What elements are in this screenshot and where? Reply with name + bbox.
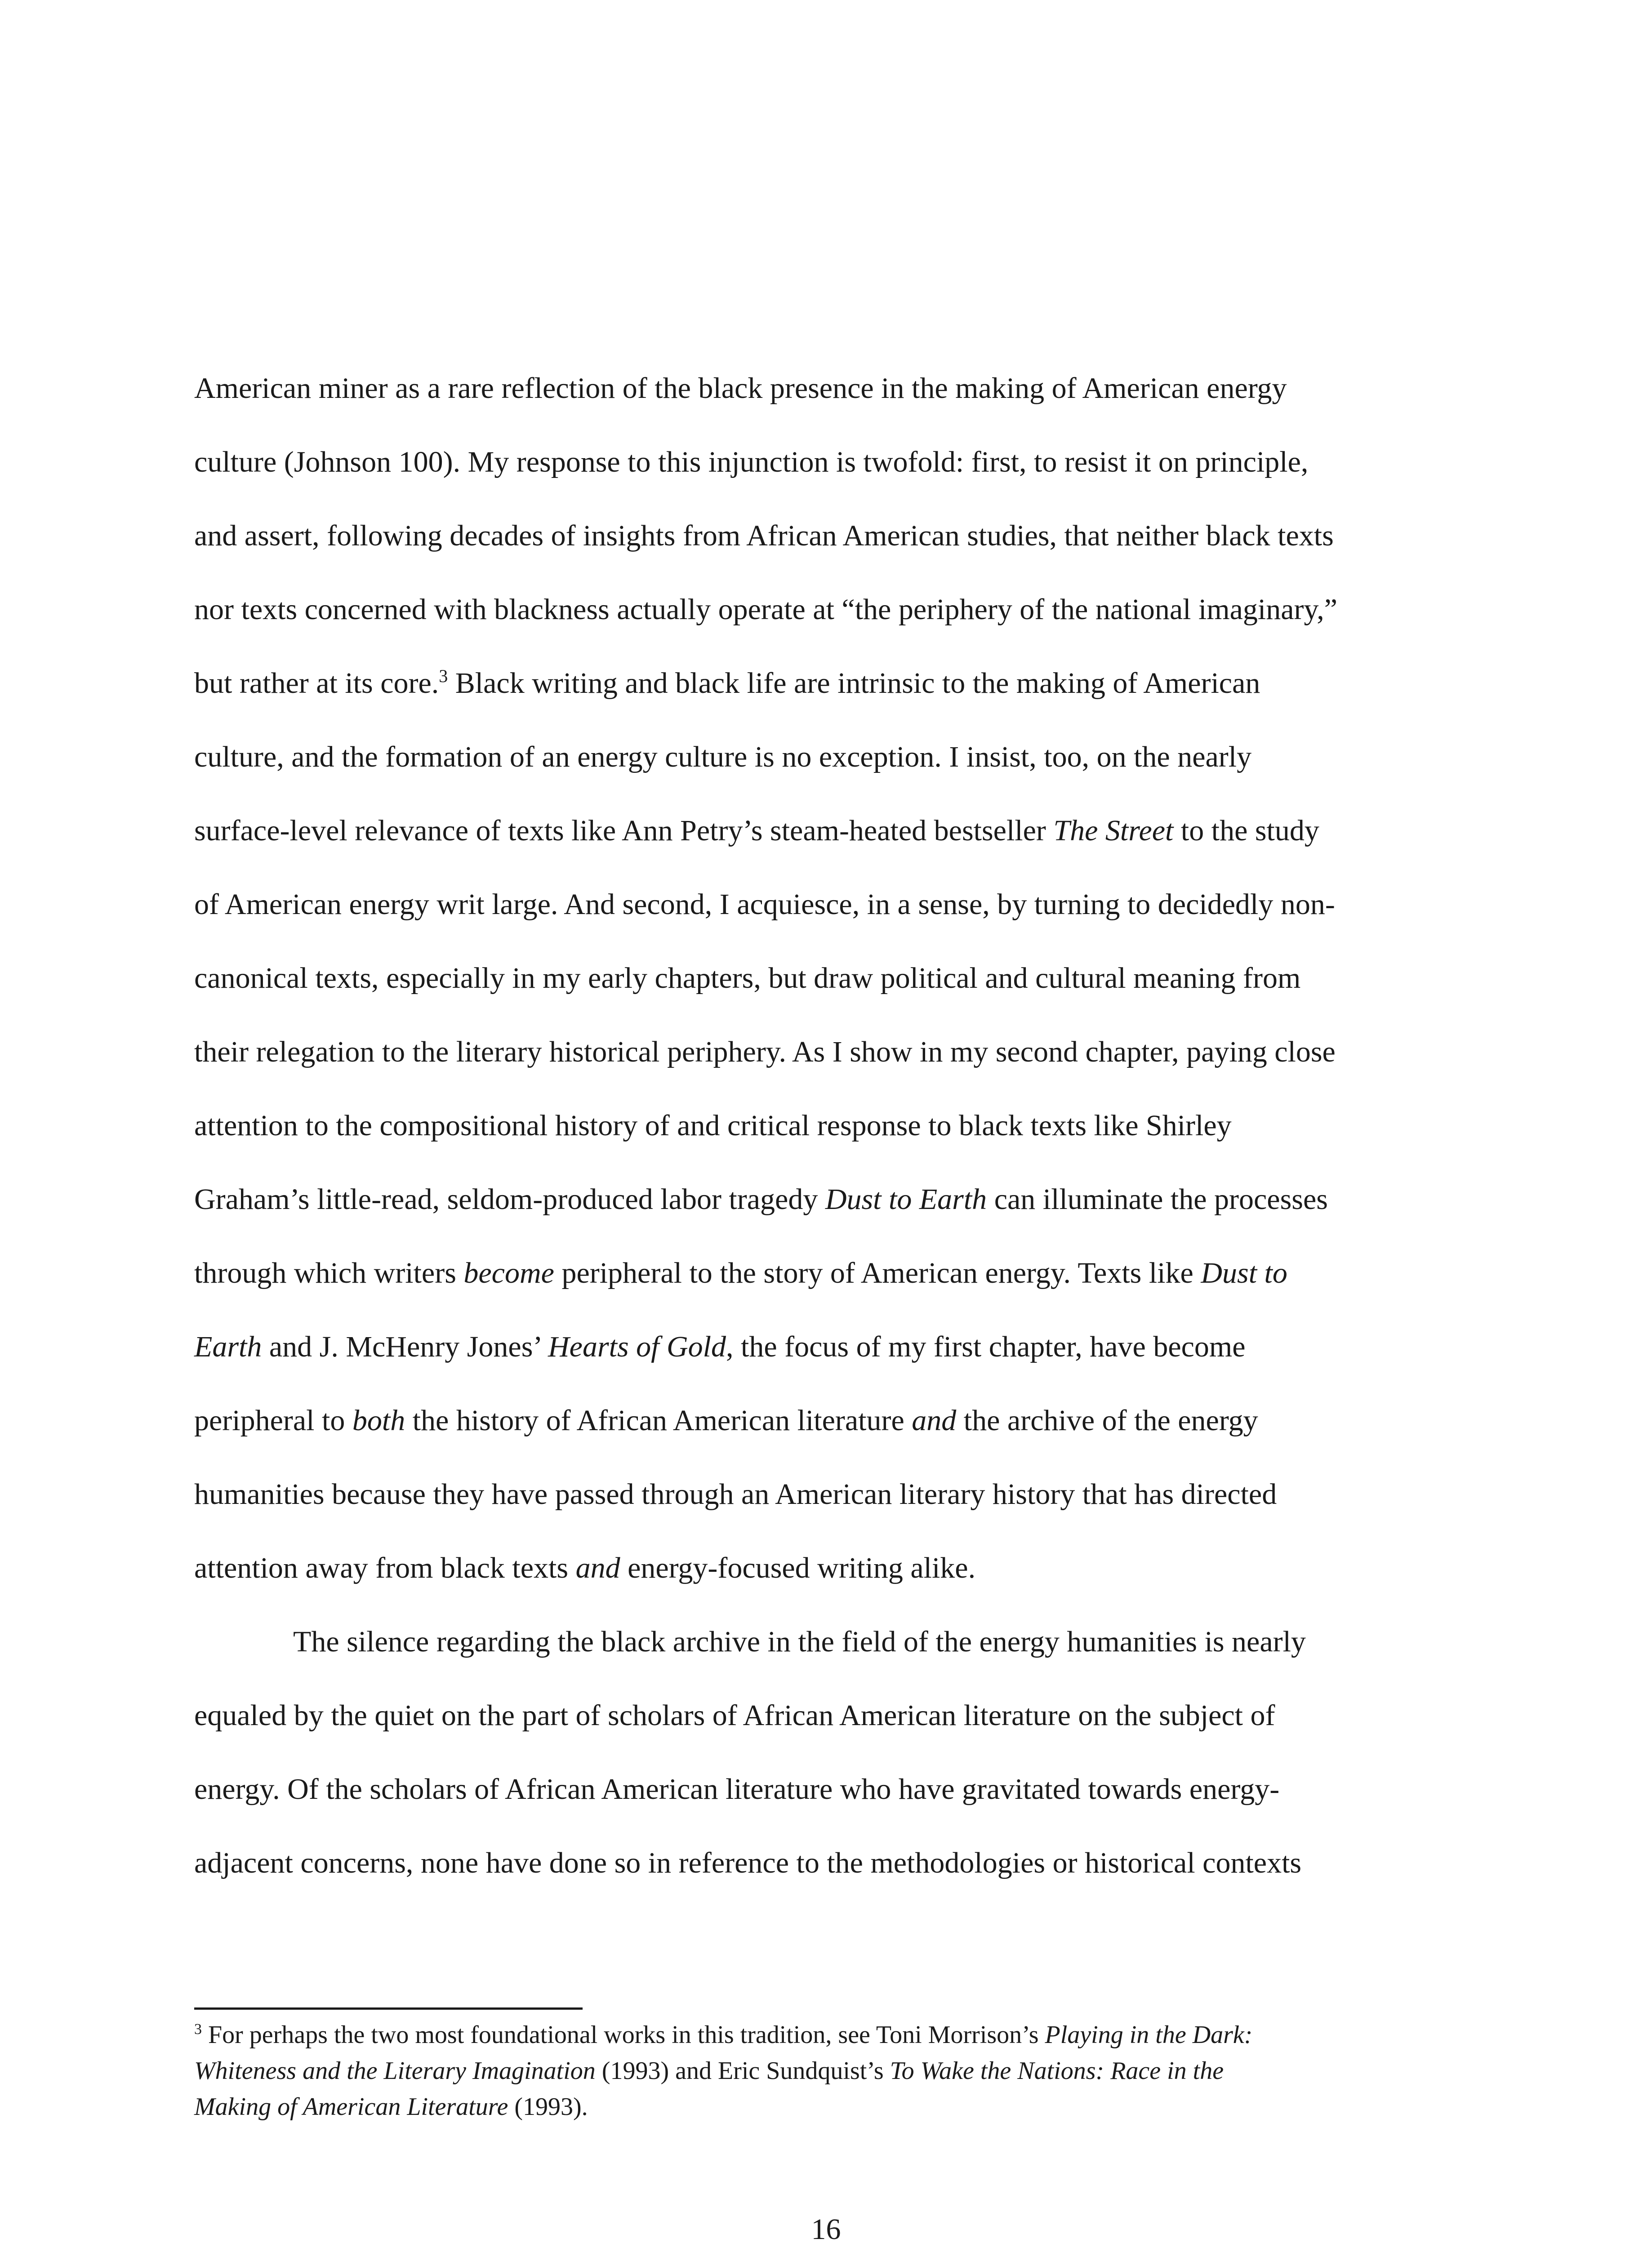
footnote-line: $^3$ For perhaps the two most foundational works in this tradition, see Toni Morrison’s Playing in the Dark: <box>194 2021 1253 2049</box>
text-line: energy. Of the scholars of African American literature who have gravitated towards energy- <box>194 1773 1280 1806</box>
footnote-divider <box>194 2007 583 2010</box>
italic-title: Playing in the Dark: <box>1045 2021 1253 2049</box>
text-line: their relegation to the literary historical periphery. As I show in my second chapter, paying close <box>194 1035 1336 1068</box>
text-line: attention away from black texts and energy-focused writing alike. <box>194 1552 976 1584</box>
text-line: canonical texts, especially in my early chapters, but draw political and cultural meaning from <box>194 962 1301 995</box>
text-line: but rather at its core.$^3$ Black writing and black life are intrinsic to the making of American <box>194 666 1260 700</box>
italic-emphasis: and <box>912 1404 957 1437</box>
text-line: nor texts concerned with blackness actually operate at “the periphery of the national imaginary,” <box>194 593 1338 626</box>
text-line: and assert, following decades of insights from African American studies, that neither black texts <box>194 519 1334 552</box>
page-number: 16 <box>811 2213 841 2246</box>
text-line: attention to the compositional history of and critical response to black texts like Shirley <box>194 1109 1232 1142</box>
body-text <box>194 369 1462 1917</box>
footnote-marker: 3 <box>194 2021 202 2038</box>
footnote-line: Whiteness and the Literary Imagination (1993) and Eric Sundquist’s To Wake the Nations: Race in the <box>194 2057 1224 2085</box>
footnote <box>194 2019 1462 2127</box>
italic-title: Earth <box>194 1330 262 1363</box>
italic-title: Hearts of Gold <box>548 1330 726 1363</box>
text-line: through which writers become peripheral to the story of American energy. Texts like Dust to <box>194 1257 1287 1289</box>
italic-emphasis: and <box>575 1552 620 1584</box>
text-line: adjacent concerns, none have done so in reference to the methodologies or historical contexts <box>194 1847 1302 1879</box>
footnote-reference[interactable]: 3 <box>439 666 448 686</box>
text-line: Graham’s little-read, seldom-produced labor tragedy Dust to Earth can illuminate the processes <box>194 1183 1328 1216</box>
italic-title: Dust to <box>1201 1257 1287 1289</box>
text-line: culture, and the formation of an energy culture is no exception. I insist, too, on the nearly <box>194 740 1252 773</box>
paragraph-start-line: The silence regarding the black archive in the field of the energy humanities is nearly <box>293 1625 1306 1658</box>
italic-title: Making of American Literature <box>194 2093 508 2121</box>
text-line: humanities because they have passed through an American literary history that has directed <box>194 1478 1277 1511</box>
italic-title: The Street <box>1053 814 1174 847</box>
text-line: culture (Johnson 100). My response to this injunction is twofold: first, to resist it on principle, <box>194 446 1309 478</box>
text-line: of American energy writ large. And second, I acquiesce, in a sense, by turning to decidedly non- <box>194 888 1335 921</box>
italic-emphasis: both <box>352 1404 405 1437</box>
italic-title: Whiteness and the Literary Imagination <box>194 2057 596 2085</box>
text-line: Earth and J. McHenry Jones’ Hearts of Gold, the focus of my first chapter, have become <box>194 1330 1246 1363</box>
italic-emphasis: become <box>463 1257 554 1289</box>
text-line: surface-level relevance of texts like Ann Petry’s steam-heated bestseller The Street to the study <box>194 814 1319 847</box>
footnote-line: Making of American Literature (1993). <box>194 2093 588 2121</box>
italic-title: To Wake the Nations: Race in the <box>890 2057 1224 2085</box>
italic-title: Dust to Earth <box>825 1183 987 1216</box>
text-line: American miner as a rare reflection of the black presence in the making of American energy <box>194 372 1287 405</box>
text-line: equaled by the quiet on the part of scholars of African American literature on the subject of <box>194 1699 1275 1732</box>
text-line: peripheral to both the history of African American literature and the archive of the energy <box>194 1404 1258 1437</box>
